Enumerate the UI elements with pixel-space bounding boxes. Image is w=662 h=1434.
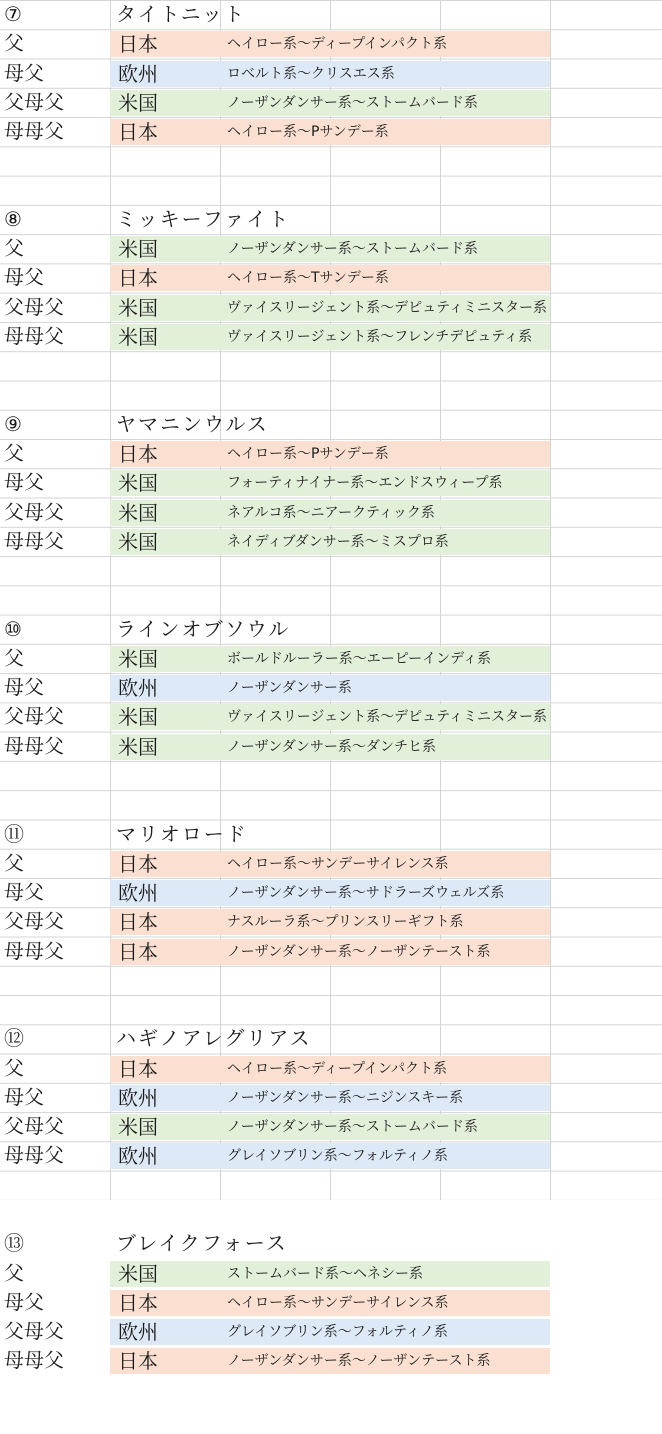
horse-header-row[interactable] xyxy=(0,205,662,234)
horse-header-row[interactable] xyxy=(0,820,662,849)
lineage-text: ヘイロー系〜Pサンデー系 xyxy=(227,124,389,141)
lineage-cell xyxy=(110,851,550,877)
lineage-text: ネアルコ系〜ニアークティック系 xyxy=(227,504,435,521)
ancestor-role: 父母父 xyxy=(4,499,64,524)
ancestor-role: 父 xyxy=(4,1260,24,1285)
region-label: 欧州 xyxy=(118,881,158,906)
lineage-cell xyxy=(110,31,550,57)
horse-number: ⑨ xyxy=(4,411,22,436)
ancestor-role: 母父 xyxy=(4,265,44,290)
lineage-text: フォーティナイナー系〜エンドスウィープ系 xyxy=(227,475,503,492)
ancestor-role: 母父 xyxy=(4,470,44,495)
lineage-text: ボールドルーラー系〜エーピーインディ系 xyxy=(227,650,492,667)
lineage-cell xyxy=(110,295,550,321)
lineage-text: グレイソブリン系〜フォルティノ系 xyxy=(227,1148,448,1165)
horse-block xyxy=(0,410,662,615)
horse-number: ⑪ xyxy=(4,821,24,846)
horse-header-row[interactable] xyxy=(0,615,662,644)
lineage-text: ノーザンダンサー系〜ニジンスキー系 xyxy=(227,1089,464,1106)
ancestor-row[interactable] xyxy=(0,439,662,468)
lineage-cell xyxy=(110,704,550,730)
ancestor-role: 父 xyxy=(4,31,24,56)
empty-row[interactable] xyxy=(0,1171,662,1200)
empty-row[interactable] xyxy=(0,966,662,995)
region-label: 日本 xyxy=(118,120,158,145)
ancestor-role: 父母父 xyxy=(4,294,64,319)
ancestor-role: 母父 xyxy=(4,675,44,700)
region-label: 米国 xyxy=(118,471,158,496)
horse-header-row[interactable] xyxy=(0,1024,662,1053)
ancestor-row[interactable] xyxy=(0,1317,662,1346)
ancestor-role: 母父 xyxy=(4,1084,44,1109)
ancestor-row[interactable] xyxy=(0,1141,662,1170)
lineage-text: ヴァイスリージェント系〜フレンチデピュティ系 xyxy=(227,328,533,345)
lineage-text: ヘイロー系〜ディープインパクト系 xyxy=(227,36,447,53)
region-label: 米国 xyxy=(118,295,158,320)
lineage-text: ネイディブダンサー系〜ミスプロ系 xyxy=(227,533,449,550)
region-label: 日本 xyxy=(118,1290,158,1315)
lineage-text: ノーザンダンサー系 xyxy=(227,680,352,697)
region-label: 欧州 xyxy=(118,1085,158,1110)
lineage-cell xyxy=(110,939,550,965)
empty-row[interactable] xyxy=(0,556,662,585)
ancestor-role: 父母父 xyxy=(4,1319,64,1344)
region-label: 日本 xyxy=(118,851,158,876)
region-label: 米国 xyxy=(118,324,158,349)
ancestor-row[interactable] xyxy=(0,263,662,292)
lineage-text: ノーザンダンサー系〜ストームバード系 xyxy=(227,241,478,258)
empty-row[interactable] xyxy=(0,146,662,175)
lineage-cell xyxy=(110,1143,550,1169)
ancestor-role: 父 xyxy=(4,1055,24,1080)
lineage-text: ヘイロー系〜Tサンデー系 xyxy=(227,270,389,287)
ancestor-row[interactable] xyxy=(0,498,662,527)
lineage-cell xyxy=(110,646,550,672)
horse-header-row[interactable] xyxy=(0,0,662,29)
ancestor-row[interactable] xyxy=(0,644,662,673)
ancestor-row[interactable] xyxy=(0,29,662,58)
lineage-cell xyxy=(110,675,550,701)
ancestor-row[interactable] xyxy=(0,468,662,497)
lineage-cell xyxy=(110,500,550,526)
horse-header-row[interactable] xyxy=(0,1229,662,1258)
lineage-cell xyxy=(110,909,550,935)
lineage-cell xyxy=(110,119,550,145)
lineage-text: ヘイロー系〜Pサンデー系 xyxy=(227,446,389,463)
ancestor-role: 母母父 xyxy=(4,323,64,348)
lineage-text: ヴァイスリージェント系〜デピュティミニスター系 xyxy=(227,709,548,726)
region-label: 米国 xyxy=(118,529,158,554)
horse-name: ラインオブソウル xyxy=(116,616,291,641)
ancestor-row[interactable] xyxy=(0,907,662,936)
horse-header-row[interactable] xyxy=(0,410,662,439)
ancestor-row[interactable] xyxy=(0,1083,662,1112)
lineage-cell xyxy=(110,734,550,760)
horse-name: ヤマニンウルス xyxy=(116,411,269,436)
region-label: 米国 xyxy=(118,705,158,730)
region-label: 米国 xyxy=(118,734,158,759)
ancestor-row[interactable] xyxy=(0,673,662,702)
lineage-text: ヘイロー系〜ディープインパクト系 xyxy=(227,1060,447,1077)
ancestor-row[interactable] xyxy=(0,1288,662,1317)
lineage-cell xyxy=(110,236,550,262)
region-label: 日本 xyxy=(118,442,158,467)
ancestor-row[interactable] xyxy=(0,1054,662,1083)
horse-name: ミッキーファイト xyxy=(116,206,291,231)
ancestor-row[interactable] xyxy=(0,59,662,88)
ancestor-row[interactable] xyxy=(0,527,662,556)
ancestor-role: 母父 xyxy=(4,1289,44,1314)
ancestor-row[interactable] xyxy=(0,937,662,966)
lineage-cell xyxy=(110,1348,550,1374)
horse-block xyxy=(0,820,662,1025)
ancestor-role: 父 xyxy=(4,441,24,466)
lineage-text: ノーザンダンサー系〜ノーザンテースト系 xyxy=(227,1353,491,1370)
region-label: 米国 xyxy=(118,500,158,525)
ancestor-role: 母母父 xyxy=(4,733,64,758)
ancestor-role: 父 xyxy=(4,645,24,670)
lineage-text: ノーザンダンサー系〜ストームバード系 xyxy=(227,94,478,111)
lineage-text: ナスルーラ系〜プリンスリーギフト系 xyxy=(227,914,464,931)
ancestor-role: 父母父 xyxy=(4,1114,64,1139)
region-label: 日本 xyxy=(118,910,158,935)
region-label: 日本 xyxy=(118,266,158,291)
lineage-text: ノーザンダンサー系〜ダンチヒ系 xyxy=(227,738,437,755)
lineage-cell xyxy=(110,880,550,906)
region-label: 米国 xyxy=(118,90,158,115)
horse-number: ⑧ xyxy=(4,206,22,231)
lineage-text: ヘイロー系〜サンデーサイレンス系 xyxy=(227,1294,449,1311)
lineage-cell xyxy=(110,1056,550,1082)
horse-name: ブレイクフォース xyxy=(116,1231,288,1256)
horse-block xyxy=(0,205,662,410)
horse-number: ⑩ xyxy=(4,616,22,641)
empty-row[interactable] xyxy=(0,351,662,380)
ancestor-role: 母母父 xyxy=(4,1348,64,1373)
lineage-text: ノーザンダンサー系〜サドラーズウェルズ系 xyxy=(227,885,505,902)
region-label: 日本 xyxy=(118,1056,158,1081)
horse-number: ⑬ xyxy=(4,1231,24,1256)
lineage-cell xyxy=(110,1319,550,1345)
horse-name: マリオロード xyxy=(116,821,248,846)
ancestor-row[interactable] xyxy=(0,849,662,878)
lineage-text: ノーザンダンサー系〜ストームバード系 xyxy=(227,1119,478,1136)
lineage-cell xyxy=(110,1085,550,1111)
ancestor-role: 母母父 xyxy=(4,938,64,963)
horse-name: ハギノアレグリアス xyxy=(116,1026,312,1051)
region-label: 米国 xyxy=(118,1115,158,1140)
ancestor-row[interactable] xyxy=(0,1346,662,1375)
region-label: 日本 xyxy=(118,32,158,57)
ancestor-row[interactable] xyxy=(0,1112,662,1141)
lineage-cell xyxy=(110,529,550,555)
ancestor-role: 母母父 xyxy=(4,1143,64,1168)
horse-number: ⑫ xyxy=(4,1026,24,1051)
lineage-cell xyxy=(110,61,550,87)
lineage-cell xyxy=(110,1261,550,1287)
lineage-cell xyxy=(110,1290,550,1316)
lineage-cell xyxy=(110,470,550,496)
lineage-text: ロベルト系〜クリスエス系 xyxy=(227,65,395,82)
ancestor-role: 父母父 xyxy=(4,89,64,114)
region-label: 欧州 xyxy=(118,1144,158,1169)
horse-block xyxy=(0,1229,662,1434)
region-label: 欧州 xyxy=(118,676,158,701)
region-label: 欧州 xyxy=(118,61,158,86)
region-label: 米国 xyxy=(118,1261,158,1286)
lineage-cell xyxy=(110,324,550,350)
ancestor-role: 父母父 xyxy=(4,704,64,729)
region-label: 欧州 xyxy=(118,1320,158,1345)
ancestor-row[interactable] xyxy=(0,732,662,761)
ancestor-role: 母父 xyxy=(4,60,44,85)
ancestor-row[interactable] xyxy=(0,234,662,263)
region-label: 米国 xyxy=(118,237,158,262)
horse-block xyxy=(0,0,662,205)
ancestor-row[interactable] xyxy=(0,117,662,146)
lineage-cell xyxy=(110,90,550,116)
lineage-cell xyxy=(110,1114,550,1140)
lineage-text: ストームバード系〜ヘネシー系 xyxy=(227,1265,423,1282)
lineage-text: ノーザンダンサー系〜ノーザンテースト系 xyxy=(227,943,491,960)
lineage-text: ヴァイスリージェント系〜デピュティミニスター系 xyxy=(227,299,548,316)
ancestor-role: 父母父 xyxy=(4,909,64,934)
horse-block xyxy=(0,1024,662,1229)
ancestor-row[interactable] xyxy=(0,293,662,322)
horse-name: タイトニット xyxy=(116,2,246,26)
ancestor-row[interactable] xyxy=(0,88,662,117)
empty-row[interactable] xyxy=(0,761,662,790)
lineage-text: ヘイロー系〜サンデーサイレンス系 xyxy=(227,855,449,872)
lineage-text: グレイソブリン系〜フォルティノ系 xyxy=(227,1324,448,1341)
ancestor-row[interactable] xyxy=(0,322,662,351)
lineage-cell xyxy=(110,265,550,291)
ancestor-role: 母母父 xyxy=(4,528,64,553)
ancestor-role: 父 xyxy=(4,850,24,875)
ancestor-row[interactable] xyxy=(0,1259,662,1288)
ancestor-row[interactable] xyxy=(0,878,662,907)
region-label: 日本 xyxy=(118,939,158,964)
region-label: 日本 xyxy=(118,1349,158,1374)
horse-number: ⑦ xyxy=(4,2,22,26)
horse-block xyxy=(0,615,662,820)
ancestor-role: 母父 xyxy=(4,880,44,905)
region-label: 米国 xyxy=(118,646,158,671)
ancestor-role: 母母父 xyxy=(4,119,64,144)
ancestor-role: 父 xyxy=(4,236,24,261)
lineage-cell xyxy=(110,441,550,467)
ancestor-row[interactable] xyxy=(0,702,662,731)
